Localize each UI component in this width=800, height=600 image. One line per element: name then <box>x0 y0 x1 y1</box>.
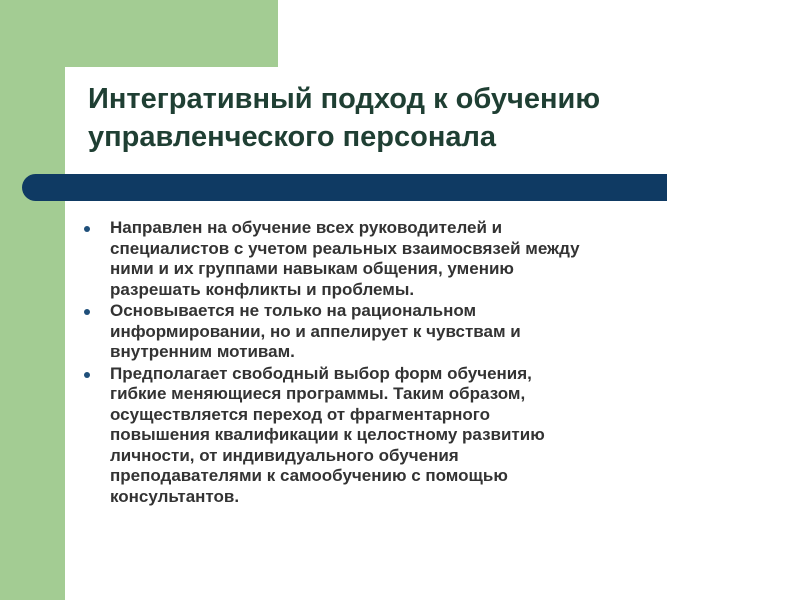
title-underline-bar <box>22 174 667 201</box>
bullet-text-line: специалистов с учетом реальных взаимосвязей между <box>110 238 580 258</box>
slide-title <box>88 80 768 156</box>
bullet-item <box>80 364 730 508</box>
slide-title-line: Интегративный подход к обучению <box>88 83 601 115</box>
slide-title-line: управленческого персонала <box>88 121 497 153</box>
left-accent-bar <box>0 0 65 600</box>
bullet-list <box>80 218 730 508</box>
bullet-dot-icon <box>84 226 90 232</box>
bullet-text-line: осуществляется переход от фрагментарного <box>110 404 491 424</box>
bullet-text-line: гибкие меняющиеся программы. Таким образом, <box>110 384 526 403</box>
bullet-item <box>80 301 730 363</box>
bullet-text-line: разрешать конфликты и проблемы. <box>110 279 415 299</box>
bullet-text-line: консультантов. <box>110 486 240 506</box>
top-accent-band <box>0 0 278 67</box>
bullet-dot-icon <box>84 372 90 378</box>
bullet-text-line: Предполагает свободный выбор форм обучения, <box>110 363 532 383</box>
bullet-text-line: преподавателями к самообучению с помощью <box>110 466 508 485</box>
bullet-text-line: повышения квалификации к целостному развитию <box>110 425 545 444</box>
bullet-text-line: информировании, но и аппелирует к чувствам и <box>110 321 521 341</box>
bullet-text-line: Основывается не только на рациональном <box>110 301 477 320</box>
bullet-text-line: Направлен на обучение всех руководителей и <box>110 218 503 237</box>
bullet-item <box>80 218 730 300</box>
bullet-text-line: ними и их группами навыкам общения, умению <box>110 259 514 278</box>
bullet-text-line: внутренним мотивам. <box>110 342 295 361</box>
bullet-text-line: личности, от индивидуального обучения <box>110 445 459 465</box>
bullet-dot-icon <box>84 309 90 315</box>
